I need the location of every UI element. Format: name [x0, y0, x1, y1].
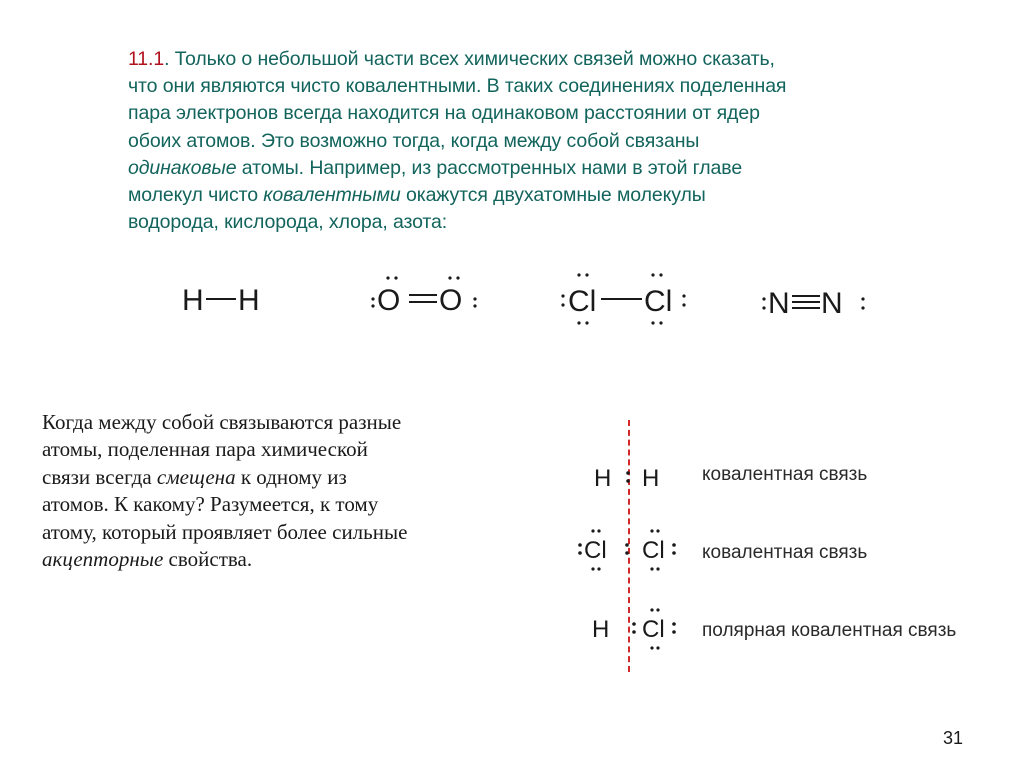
intro-paragraph: 11.1. Только о небольшой части всех химических связей можно сказать, что они являются чисто ковалентными. В таких соединениях поделенная пара электронов всегда находится на одинаковом расстоянии от ядер обоих атомов. Это возможно тогда, когда между собой связаны одинаковые атомы. Например, из рассмотренных нами в этой главе молекул чисто ковалентными окажутся двухатомные молекулы водорода, кислорода, хлора, азота:	[128, 48, 787, 234]
svg-text:H: H	[594, 465, 612, 492]
svg-text:Cl: Cl	[642, 616, 665, 643]
svg-text:Cl: Cl	[644, 285, 673, 318]
svg-text:O: O	[439, 284, 463, 317]
bond-diagram-cl-cl	[576, 525, 686, 577]
svg-text:N: N	[768, 287, 790, 320]
molecule-n2	[760, 280, 870, 320]
svg-text:N: N	[821, 287, 843, 320]
svg-text:Cl: Cl	[568, 285, 597, 318]
bond-diagram-h-cl	[590, 603, 690, 655]
bond-label-row-1: ковалентная связь	[702, 464, 868, 485]
bond-diagram-h-h	[590, 460, 670, 494]
molecule-h2	[180, 280, 280, 320]
polarity-paragraph: Когда между собой связываются разные атомы, поделенная пара химической связи всегда смещена к одному из атомов. К какому? Разумеется, к тому атому, который проявляет более сильные акцепторные свойства.	[42, 410, 408, 572]
svg-text:H: H	[592, 616, 610, 643]
svg-text:Cl: Cl	[584, 537, 607, 564]
section-number: 11.1	[128, 48, 165, 70]
page-number: 31	[943, 728, 964, 748]
svg-text:H: H	[642, 465, 660, 492]
svg-text:H: H	[182, 284, 204, 317]
molecule-cl2	[558, 268, 698, 330]
svg-text:O: O	[377, 284, 401, 317]
svg-text:H: H	[238, 284, 260, 317]
bond-label-row-3: полярная ковалентная связь	[702, 620, 957, 641]
svg-text:Cl: Cl	[642, 537, 665, 564]
molecule-o2	[368, 268, 488, 320]
bond-label-row-2: ковалентная связь	[702, 542, 868, 563]
